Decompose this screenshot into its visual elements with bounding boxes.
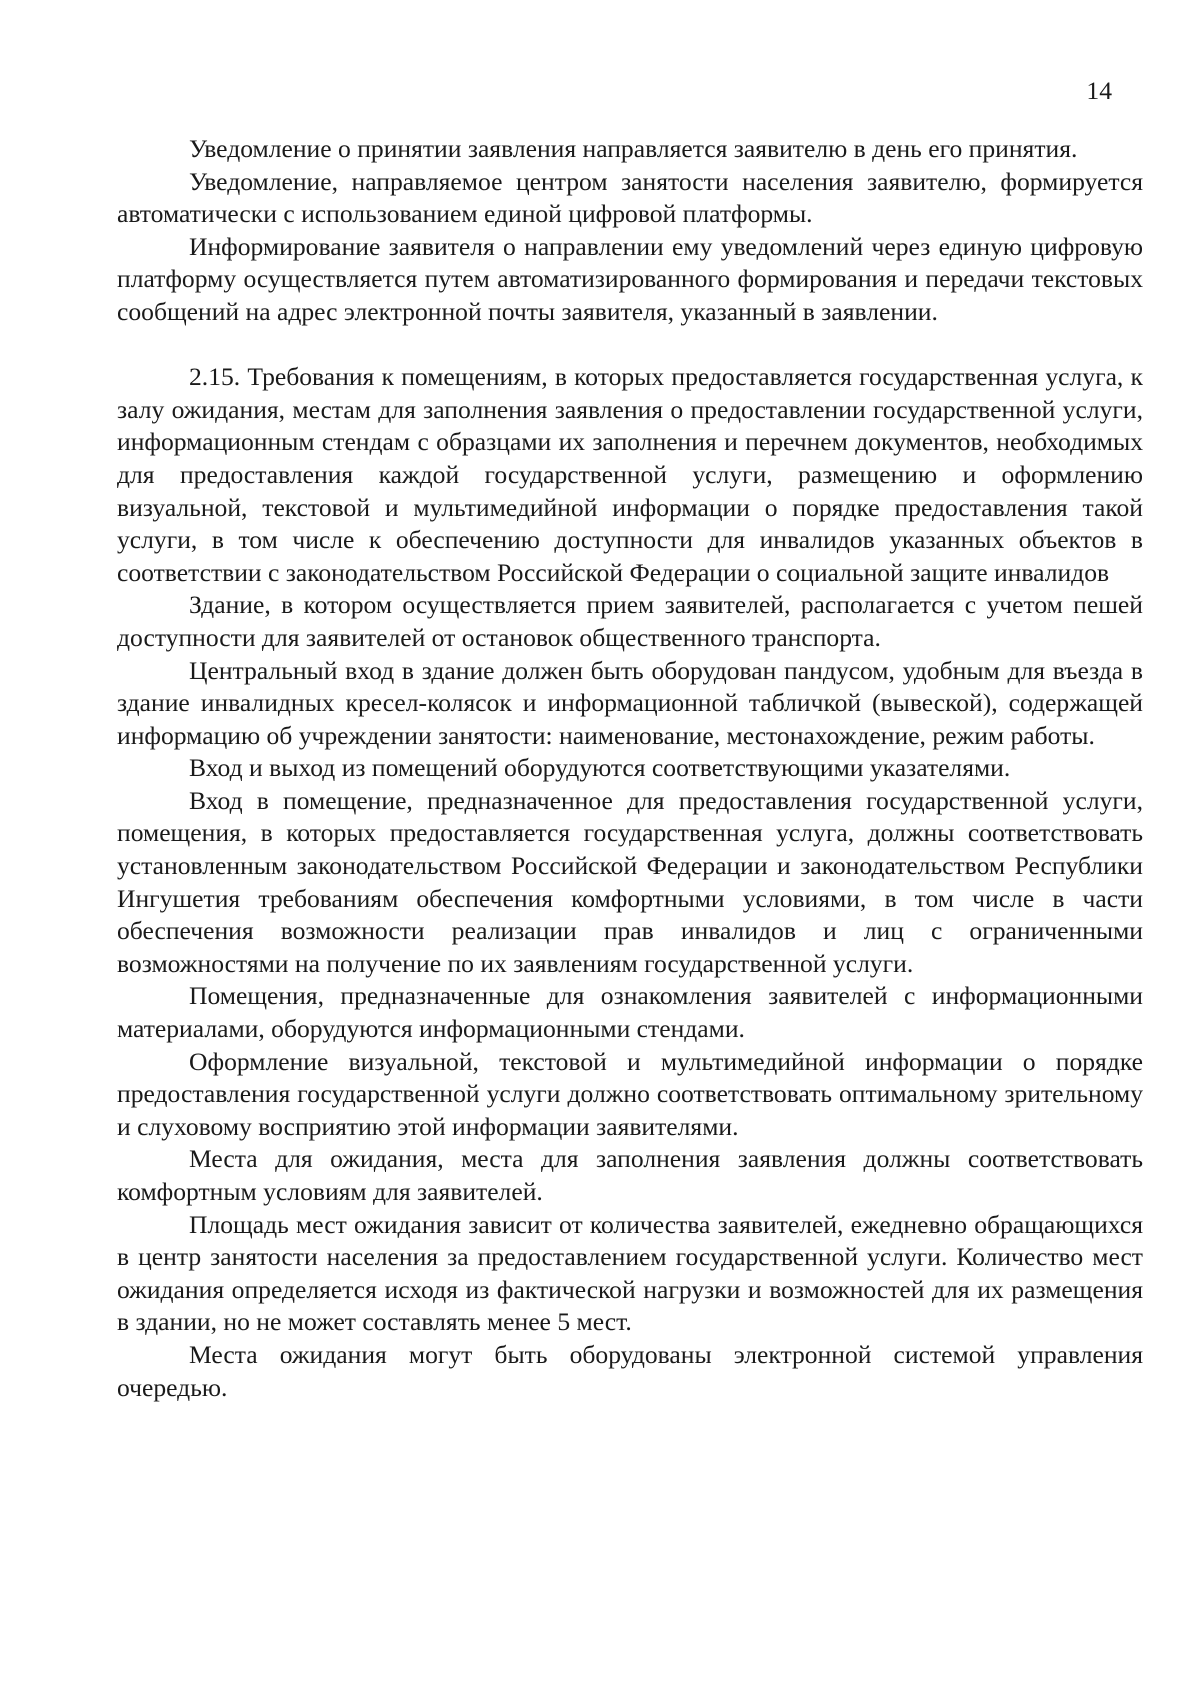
section-heading-2-15: 2.15. Требования к помещениям, в которых предоставляется государственная услуга, к залу ожидания, местам для заполнения заявления о предоставлении государственной услуги, информационным стендам с образцами их заполнения и перечнем документов, необходимых для предоставления каждой государственной услуги, размещению и оформлению визуальной, текстовой и мультимедийной информации о порядке предоставления такой услуги, в том числе к обеспечению доступности для инвалидов указанных объектов в соответствии с законодательством Российской Федерации о социальной защите инвалидов	[117, 362, 1143, 587]
paragraph-waiting-area-size: Площадь мест ожидания зависит от количества заявителей, ежедневно обращающихся в центр занятости населения за предоставлением государственной услуги. Количество мест ожидания определяется исходя из фактической нагрузки и возможностей для их размещения в здании, но не может составлять менее 5 мест.	[117, 1209, 1143, 1337]
paragraph-central-entrance: Центральный вход в здание должен быть оборудован пандусом, удобным для въезда в здание инвалидных кресел-колясок и информационной табличкой (вывеской), содержащей информацию об учреждении занятости: наименование, местонахождение, режим работы.	[117, 655, 1143, 750]
paragraph-notification-auto: Уведомление, направляемое центром занятости населения заявителю, формируется автоматически с использованием единой цифровой платформы.	[117, 166, 1143, 229]
paragraph-entry-exit-signs: Вход и выход из помещений оборудуются соответствующими указателями.	[189, 753, 1011, 783]
paragraph-informing-applicant: Информирование заявителя о направлении ему уведомлений через единую цифровую платформу осуществляется путем автоматизированного формирования и передачи текстовых сообщений на адрес электронной почты заявителя, указанный в заявлении.	[117, 231, 1143, 326]
paragraph-notification-sent: Уведомление о принятии заявления направляется заявителю в день его принятия.	[189, 134, 1078, 163]
paragraph-premises-requirements: Вход в помещение, предназначенное для предоставления государственной услуги, помещения, в которых предоставляется государственная услуга, должны соответствовать установленным законодательством Российской Федерации и законодательством Республики Ингушетия требованиям обеспечения комфортными условиями, в том числе в части обеспечения возможности реализации прав инвалидов и лиц с ограниченными возможностями на получение по их заявлениям государственной услуги.	[117, 785, 1143, 978]
page-number: 14	[1086, 76, 1112, 105]
paragraph-queue-system: Места ожидания могут быть оборудованы электронной системой управления очередью.	[117, 1339, 1143, 1402]
paragraph-info-stands: Помещения, предназначенные для ознакомления заявителей с информационными материалами, оборудуются информационными стендами.	[117, 981, 1143, 1044]
paragraph-waiting-places: Места для ожидания, места для заполнения заявления должны соответствовать комфортным условиям для заявителей.	[117, 1144, 1143, 1206]
paragraph-visual-info: Оформление визуальной, текстовой и мультимедийной информации о порядке предоставления государственной услуги должно соответствовать оптимальному зрительному и слуховому восприятию этой информации заявителями.	[117, 1046, 1143, 1141]
paragraph-building-location: Здание, в котором осуществляется прием заявителей, располагается с учетом пешей доступности для заявителей от остановок общественного транспорта.	[117, 590, 1143, 652]
document-body	[117, 133, 1143, 1404]
